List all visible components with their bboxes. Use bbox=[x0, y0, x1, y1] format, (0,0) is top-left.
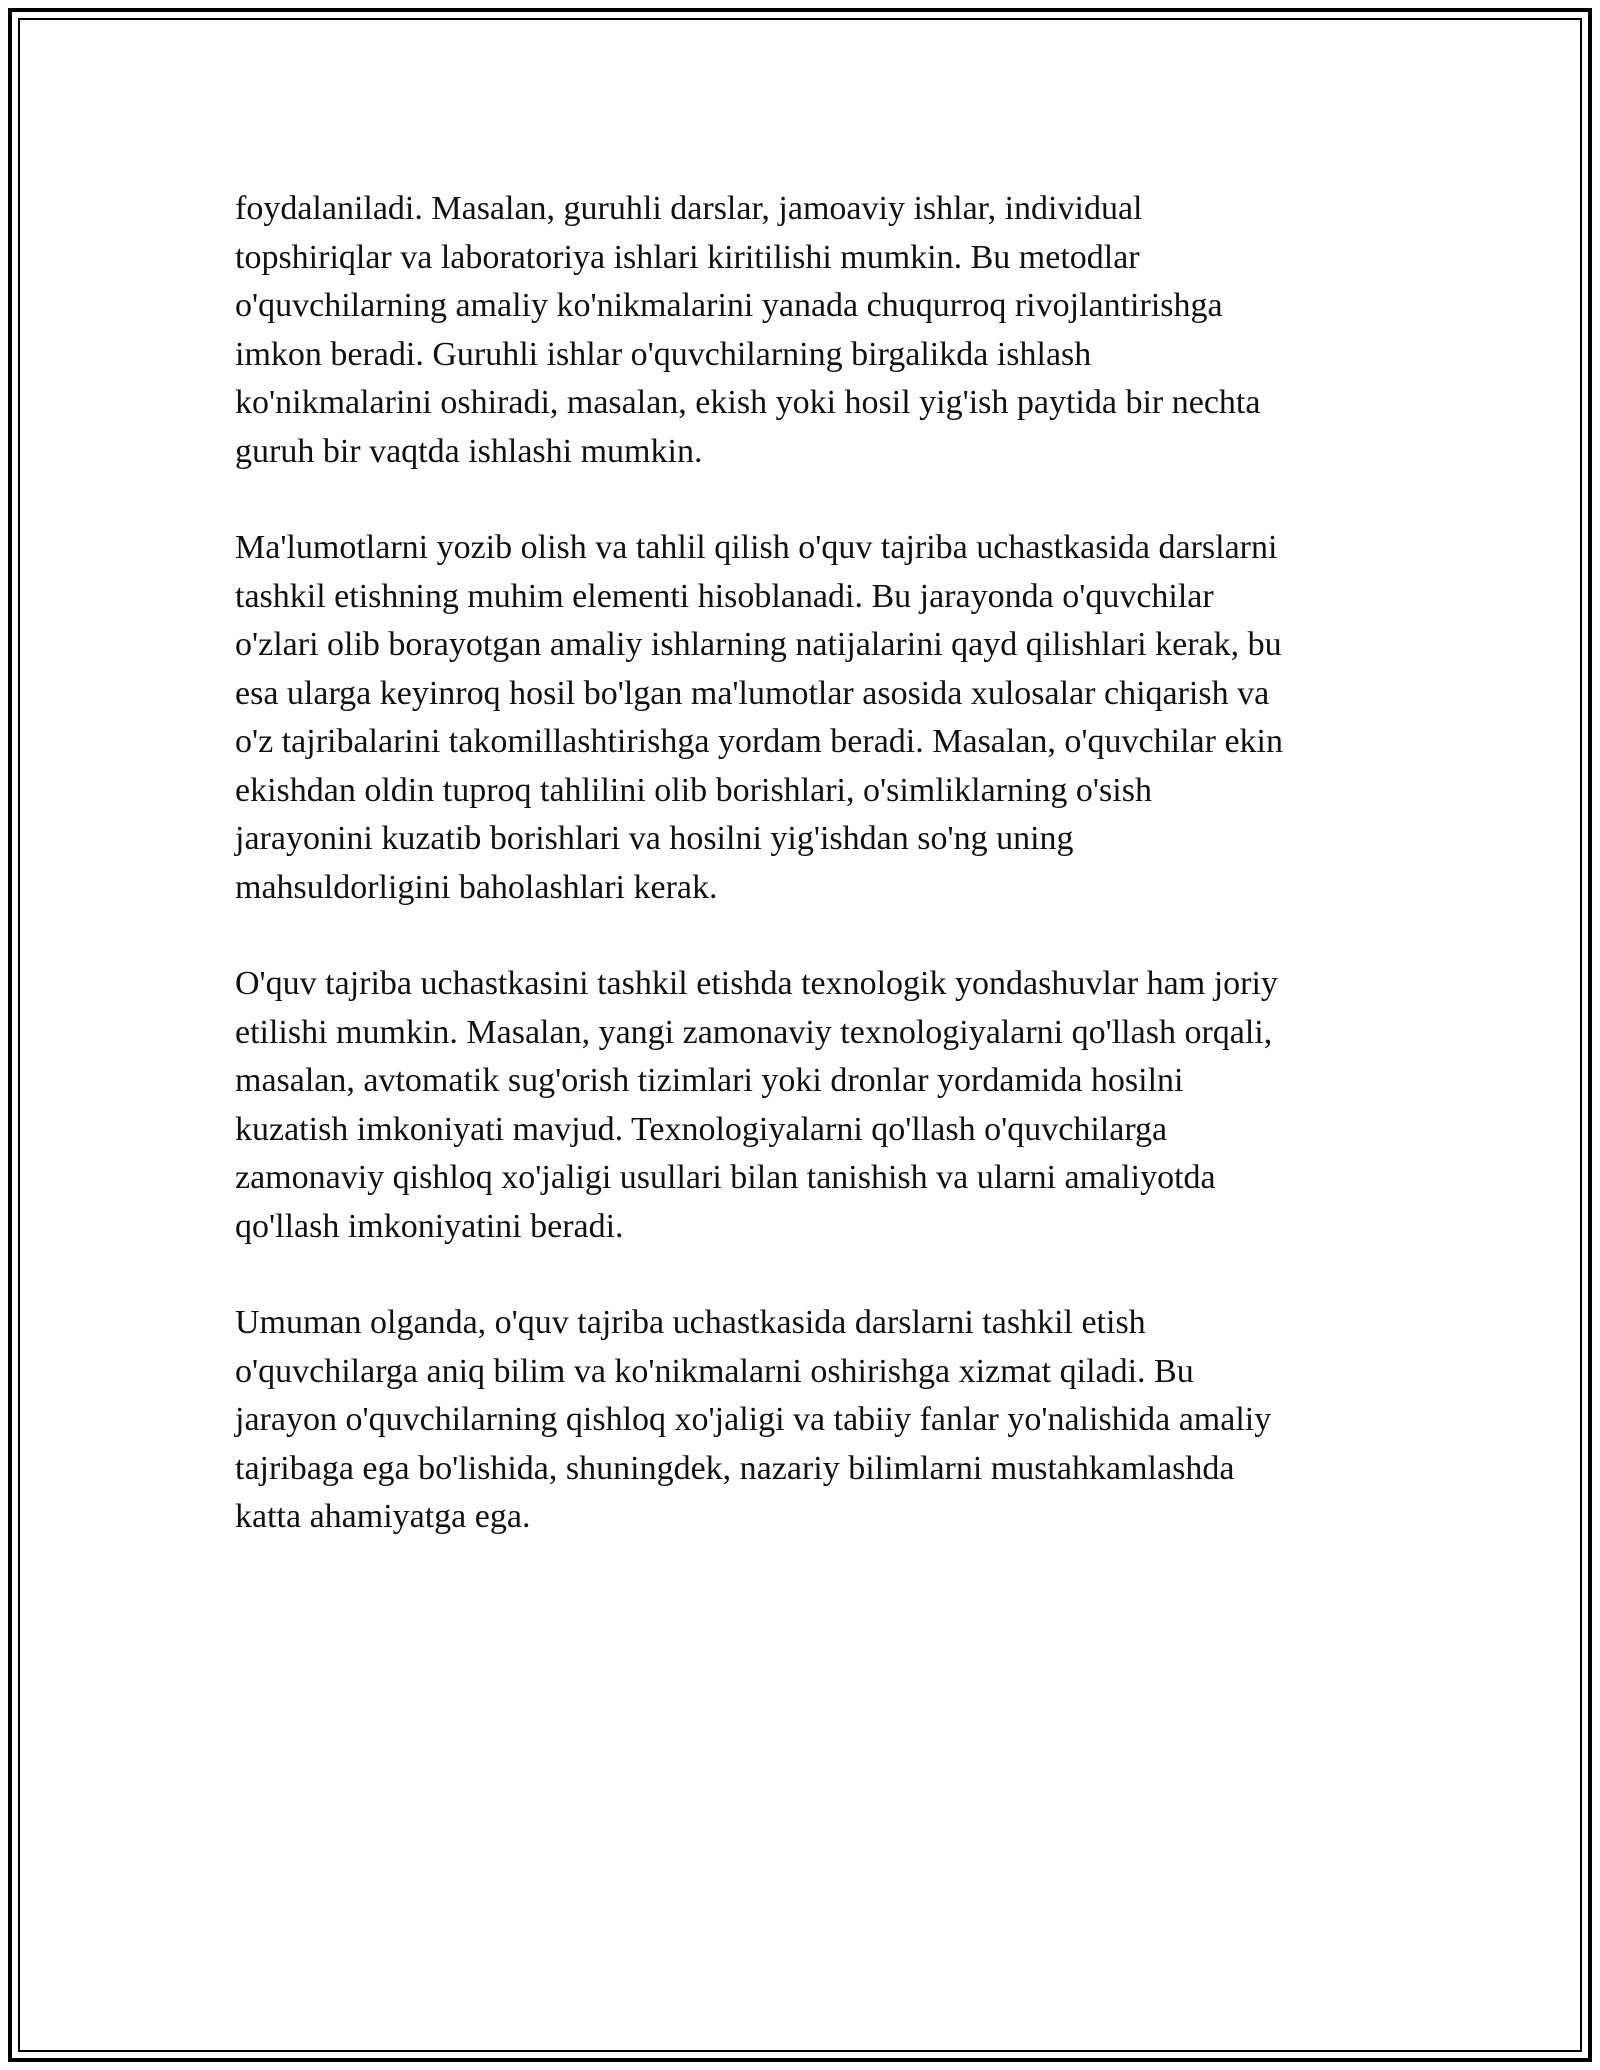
text-line: esa ularga keyinroq hosil bo'lgan ma'lumotlar asosida xulosalar chiqarish va bbox=[235, 674, 1270, 712]
document-body bbox=[235, 185, 1375, 1590]
text-line: topshiriqlar va laboratoriya ishlari kiritilishi mumkin. Bu metodlar bbox=[235, 238, 1140, 276]
paragraph-1 bbox=[235, 185, 1375, 476]
text-line: o'quvchilarning amaliy ko'nikmalarini yanada chuqurroq rivojlantirishga bbox=[235, 287, 1223, 324]
text-line: imkon beradi. Guruhli ishlar o'quvchilarning birgalikda ishlash bbox=[235, 335, 1092, 373]
text-line: mahsuldorligini baholashlari kerak. bbox=[235, 868, 718, 906]
paragraph-3 bbox=[235, 960, 1375, 1251]
text-line: o'zlari olib borayotgan amaliy ishlarning natijalarini qayd qilishlari kerak, bu bbox=[235, 626, 1282, 663]
text-line: tajribaga ega bo'lishida, shuningdek, nazariy bilimlarni mustahkamlashda bbox=[235, 1449, 1235, 1487]
text-line: ekishdan oldin tuproq tahlilini olib borishlari, o'simliklarning o'sish bbox=[235, 771, 1152, 809]
text-line: guruh bir vaqtda ishlashi mumkin. bbox=[235, 432, 703, 470]
text-line: o'z tajribalarini takomillashtirishga yordam beradi. Masalan, o'quvchilar ekin bbox=[235, 723, 1283, 760]
text-line: katta ahamiyatga ega. bbox=[235, 1498, 531, 1535]
paragraph-2 bbox=[235, 524, 1375, 912]
text-line: foydalaniladi. Masalan, guruhli darslar, jamoaviy ishlar, individual bbox=[235, 190, 1143, 227]
text-line: jarayonini kuzatib borishlari va hosilni yig'ishdan so'ng uning bbox=[235, 820, 1074, 857]
text-line: ko'nikmalarini oshiradi, masalan, ekish yoki hosil yig'ish paytida bir nechta bbox=[235, 384, 1261, 421]
text-line: O'quv tajriba uchastkasini tashkil etishda texnologik yondashuvlar ham joriy bbox=[235, 965, 1278, 1002]
text-line: jarayon o'quvchilarning qishloq xo'jaligi va tabiiy fanlar yo'nalishida amaliy bbox=[235, 1401, 1272, 1438]
text-line: zamonaviy qishloq xo'jaligi usullari bilan tanishish va ularni amaliyotda bbox=[235, 1159, 1216, 1196]
text-line: etilishi mumkin. Masalan, yangi zamonaviy texnologiyalarni qo'llash orqali, bbox=[235, 1013, 1273, 1051]
text-line: masalan, avtomatik sug'orish tizimlari yoki dronlar yordamida hosilni bbox=[235, 1062, 1184, 1099]
text-line: Umuman olganda, o'quv tajriba uchastkasida darslarni tashkil etish bbox=[235, 1304, 1146, 1341]
text-line: Ma'lumotlarni yozib olish va tahlil qilish o'quv tajriba uchastkasida darslarni bbox=[235, 529, 1278, 566]
paragraph-4 bbox=[235, 1299, 1375, 1542]
text-line: o'quvchilarga aniq bilim va ko'nikmalarni oshirishga xizmat qiladi. Bu bbox=[235, 1352, 1194, 1390]
text-line: tashkil etishning muhim elementi hisoblanadi. Bu jarayonda o'quvchilar bbox=[235, 577, 1214, 615]
text-line: kuzatish imkoniyati mavjud. Texnologiyalarni qo'llash o'quvchilarga bbox=[235, 1110, 1168, 1148]
text-line: qo'llash imkoniyatini beradi. bbox=[235, 1207, 624, 1245]
